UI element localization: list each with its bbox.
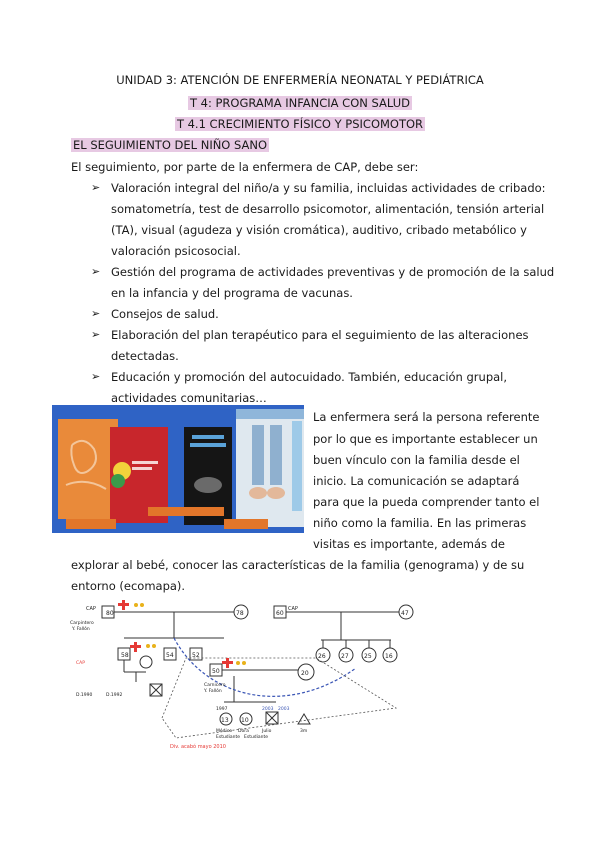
- svg-text:1997: 1997: [216, 707, 228, 712]
- bullet-line: Consejos de salud.: [111, 307, 219, 321]
- paragraph-line: para que la pueda comprender tanto el: [313, 495, 540, 509]
- svg-text:Y. Fallón: Y. Fallón: [204, 689, 222, 694]
- svg-text:60: 60: [276, 610, 284, 617]
- paragraph-line: por lo que es importante establecer un: [313, 432, 538, 446]
- paragraph-line: explorar al bebé, conocer las características de la familia (genograma) y de su: [71, 558, 525, 572]
- section-intro: El seguimiento, por parte de la enfermera de CAP, debe ser:: [71, 160, 419, 174]
- svg-text:CAP: CAP: [86, 606, 96, 612]
- section-title: [71, 138, 269, 152]
- svg-text:10: 10: [241, 717, 249, 724]
- svg-text:CAP: CAP: [76, 661, 85, 666]
- svg-text:50: 50: [212, 668, 220, 675]
- svg-text:58: 58: [121, 652, 129, 659]
- svg-text:Div. acabó mayo 2010: Div. acabó mayo 2010: [170, 744, 226, 750]
- bullet-line: actividades comunitarias…: [111, 391, 267, 405]
- bullet-line: en la infancia y del programa de vacunas.: [111, 286, 353, 300]
- paragraph-line: niño como la familia. En las primeras: [313, 516, 527, 530]
- unit-title: UNIDAD 3: ATENCIÓN DE ENFERMERÍA NEONATAL Y PEDIÁTRICA: [116, 73, 484, 87]
- svg-text:26: 26: [318, 653, 326, 660]
- arrow-bullet-icon: ➢: [91, 265, 101, 278]
- svg-text:13: 13: [221, 717, 229, 724]
- arrow-bullet-icon: ➢: [91, 181, 101, 194]
- bullet-line: Educación y promoción del autocuidado. También, educación grupal,: [111, 370, 508, 384]
- svg-text:Julio: Julio: [262, 729, 272, 734]
- paragraph-line: inicio. La comunicación se adaptará: [313, 474, 520, 488]
- svg-text:D.1992: D.1992: [106, 693, 123, 698]
- svg-text:16: 16: [385, 653, 393, 660]
- svg-text:52: 52: [192, 652, 200, 659]
- svg-text:Estudiante: Estudiante: [244, 735, 269, 740]
- svg-text:25: 25: [364, 653, 372, 660]
- bullet-line: Gestión del programa de actividades preventivas y de promoción de la salud: [111, 265, 555, 279]
- svg-text:47: 47: [401, 610, 409, 617]
- arrow-bullet-icon: ➢: [91, 328, 101, 341]
- svg-text:80: 80: [106, 610, 114, 617]
- svg-text:20: 20: [301, 670, 309, 677]
- svg-text:Médico: Médico: [216, 729, 232, 734]
- bullet-line: valoración psicosocial.: [111, 244, 241, 258]
- bullet-line: Valoración integral del niño/a y su familia, incluidas actividades de cribado:: [111, 181, 546, 195]
- svg-text:Carnicero: Carnicero: [204, 683, 226, 688]
- bullet-line: (TA), visual (agudeza y visión cromática), auditivo, cribado metabólico y: [111, 223, 527, 237]
- arrow-bullet-icon: ➢: [91, 307, 101, 320]
- genogram-image: [66, 598, 436, 754]
- section-title-text: EL SEGUIMIENTO DEL NIÑO SANO: [73, 138, 268, 152]
- svg-text:54: 54: [166, 652, 174, 659]
- svg-text:27: 27: [341, 653, 349, 660]
- paragraph-line: visitas es importante, además de: [313, 537, 506, 551]
- svg-text:Carpintero: Carpintero: [70, 621, 94, 626]
- paragraph-line: La enfermera será la persona referente: [313, 410, 540, 424]
- arrow-bullet-icon: ➢: [91, 370, 101, 383]
- svg-text:2003: 2003: [278, 707, 290, 712]
- program-booklets-image: [52, 405, 304, 533]
- subtopic-title-text: T 4.1 CRECIMIENTO FÍSICO Y PSICOMOTOR: [176, 117, 424, 131]
- paragraph-line: entorno (ecomapa).: [71, 579, 186, 593]
- svg-text:Estudiante: Estudiante: [216, 735, 241, 740]
- genogram-diagram: [66, 598, 436, 754]
- svg-text:2003: 2003: [262, 707, 274, 712]
- svg-text:Y. Fallón: Y. Fallón: [72, 627, 90, 632]
- svg-text:78: 78: [236, 610, 244, 617]
- paragraph-line: buen vínculo con la familia desde el: [313, 453, 520, 467]
- svg-text:D.1990: D.1990: [76, 693, 93, 698]
- bullet-line: somatometría, test de desarrollo psicomotor, alimentación, tensión arterial: [111, 202, 545, 216]
- svg-text:CAP: CAP: [288, 606, 298, 612]
- svg-text:Dora: Dora: [238, 729, 249, 734]
- bullet-line: detectadas.: [111, 349, 179, 363]
- topic-title-text: T 4: PROGRAMA INFANCIA CON SALUD: [189, 96, 411, 110]
- bullet-line: Elaboración del plan terapéutico para el seguimiento de las alteraciones: [111, 328, 529, 342]
- svg-text:3m: 3m: [300, 729, 308, 734]
- subtopic-title: [0, 117, 600, 131]
- booklets-illustration: [52, 405, 304, 533]
- topic-title: [0, 96, 600, 110]
